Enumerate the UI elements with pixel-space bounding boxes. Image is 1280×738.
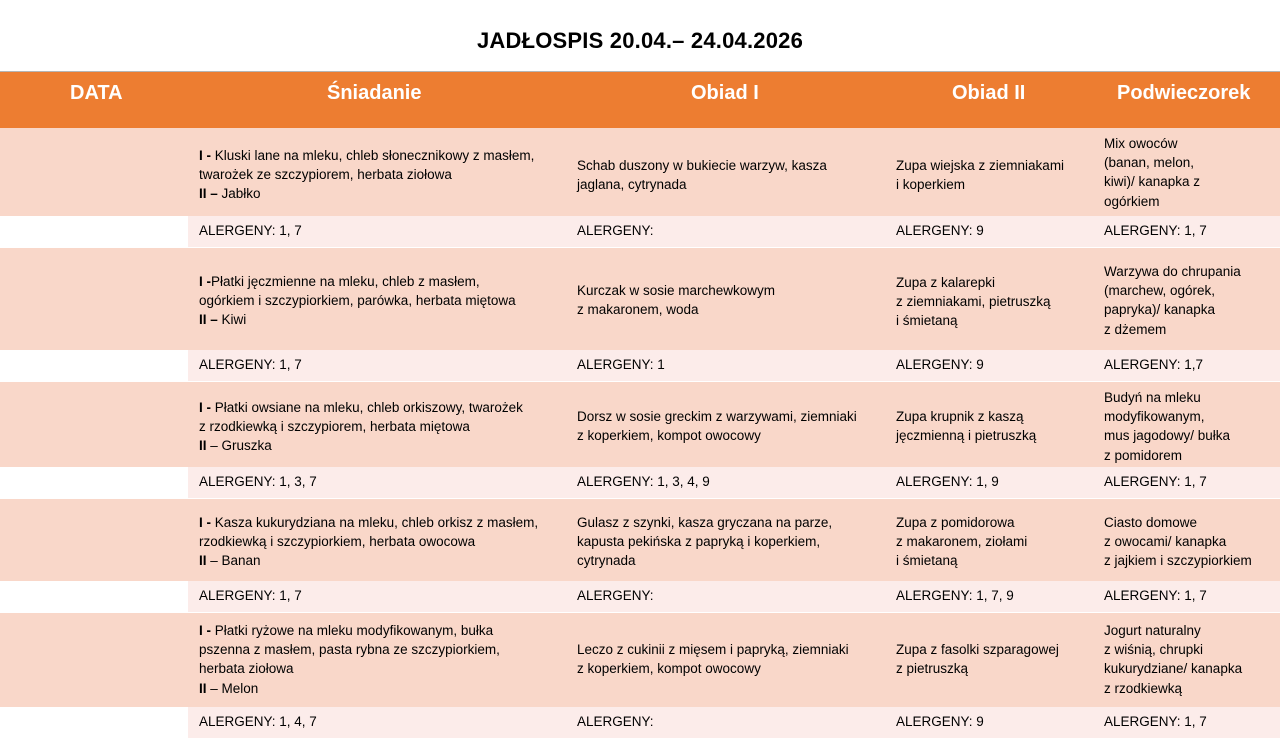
meal-line: Ciasto domowe (1104, 515, 1198, 530)
meal-line: kiwi)/ kanapka z (1104, 174, 1201, 190)
lunch-1-cell (577, 281, 775, 319)
breakfast-cell (199, 513, 538, 571)
lunch-2-cell (896, 640, 1059, 678)
breakfast-line (199, 532, 538, 551)
breakfast-text: Jabłko (221, 186, 261, 202)
breakfast-cell (199, 621, 500, 698)
meal-line: z ziemniakami, pietruszką (896, 294, 1051, 310)
meal-line: mus jagodowy/ bułka (1104, 428, 1231, 444)
breakfast-text: herbata ziołowa (199, 661, 294, 677)
breakfast-line (199, 659, 500, 678)
meal-line: Budyń na mleku (1104, 390, 1201, 405)
lunch-2-cell (896, 407, 1036, 445)
allergens-row (188, 350, 1280, 381)
snack-cell (1104, 134, 1200, 211)
allergens-cell: ALERGENY: 1, 7, 9 (896, 588, 1014, 603)
meal-row (0, 499, 1280, 581)
lunch-1-cell (577, 513, 832, 571)
allergens-cell: ALERGENY: 1, 7 (199, 357, 302, 372)
breakfast-line (199, 272, 516, 291)
allergens-cell: ALERGENY: 1, 7 (1104, 474, 1207, 489)
meal-line: i śmietaną (896, 553, 958, 569)
page-title: JADŁOSPIS 20.04.– 24.04.2026 (476, 28, 804, 53)
course-marker: II – (199, 186, 222, 202)
meal-line: Mix owoców (1104, 136, 1178, 151)
course-marker: I - (199, 623, 215, 638)
meal-line: i koperkiem (896, 177, 966, 193)
allergens-cell: ALERGENY: (577, 588, 654, 603)
header-lunch-1: Obiad I (691, 82, 759, 104)
meal-line: Dorsz w sosie greckim z warzywami, ziemniaki (577, 409, 857, 424)
lunch-1-cell (577, 156, 827, 194)
meal-row (0, 613, 1280, 707)
meal-line: Kurczak w sosie marchewkowym (577, 283, 776, 298)
breakfast-text: Płatki owsiane na mleku, chleb orkiszowy, twarożek (214, 400, 523, 415)
allergens-cell: ALERGENY: 1, 9 (896, 474, 999, 489)
lunch-2-cell (896, 513, 1027, 571)
breakfast-line (199, 621, 500, 640)
meal-line: Zupa z fasolki szparagowej (896, 642, 1059, 657)
lunch-1-cell (577, 640, 849, 678)
breakfast-text: twarożek ze szczypiorem, herbata ziołowa (199, 167, 452, 183)
course-marker: I - (199, 515, 215, 530)
breakfast-text: Kiwi (221, 312, 247, 328)
meal-line: z owocami/ kanapka (1104, 534, 1227, 550)
meal-line: Zupa z pomidorowa (896, 515, 1015, 530)
meal-line: z dżemem (1104, 321, 1167, 337)
meal-line: z rzodkiewką (1104, 680, 1183, 696)
allergens-cell: ALERGENY: 1, 3, 4, 9 (577, 474, 710, 489)
lunch-2-cell (896, 156, 1064, 194)
breakfast-line (199, 513, 538, 532)
breakfast-cell (199, 272, 516, 330)
allergens-cell: ALERGENY: 1 (577, 357, 665, 372)
allergens-cell: ALERGENY: 1, 3, 7 (199, 474, 317, 489)
breakfast-line (199, 551, 538, 570)
meal-line: z koperkiem, kompot owocowy (577, 428, 761, 444)
breakfast-text: z rzodkiewką i szczypiorem, herbata miętowa (199, 419, 470, 435)
meal-line: Zupa z kalarepki (896, 275, 996, 290)
meal-row (0, 128, 1280, 216)
snack-cell (1104, 513, 1252, 571)
breakfast-text: – Gruszka (210, 438, 272, 454)
allergens-cell: ALERGENY: 1, 4, 7 (199, 714, 317, 729)
breakfast-line (199, 640, 500, 659)
breakfast-line (199, 146, 534, 165)
meal-line: ogórkiem (1104, 193, 1160, 209)
course-marker: I - (199, 400, 215, 415)
breakfast-line (199, 417, 523, 436)
meal-line: (marchew, ogórek, (1104, 283, 1216, 299)
meal-line: Zupa krupnik z kaszą (896, 409, 1024, 424)
course-marker: II (199, 680, 211, 696)
allergens-cell: ALERGENY: 1, 7 (1104, 588, 1207, 603)
meal-line: z makaronem, ziołami (896, 534, 1028, 550)
meal-row (0, 248, 1280, 350)
header-snack: Podwieczorek (1117, 82, 1251, 104)
allergens-cell: ALERGENY: 1, 7 (1104, 223, 1207, 238)
meal-line: z koperkiem, kompot owocowy (577, 661, 761, 677)
breakfast-text: pszenna z masłem, pasta rybna ze szczypiorkiem, (199, 642, 500, 658)
allergens-cell: ALERGENY: (577, 223, 654, 238)
meal-line: z makaronem, woda (577, 302, 699, 318)
header-date: DATA (70, 82, 123, 104)
breakfast-text: – Banan (210, 553, 261, 569)
meal-line: z jajkiem i szczypiorkiem (1104, 553, 1252, 569)
meal-line: modyfikowanym, (1104, 409, 1205, 425)
breakfast-text: Płatki ryżowe na mleku modyfikowanym, bułka (214, 623, 494, 638)
table-header (0, 71, 1280, 129)
allergens-cell: ALERGENY: 1, 7 (1104, 714, 1207, 729)
meal-line: z pietruszką (896, 661, 969, 677)
course-marker: II (199, 438, 211, 454)
breakfast-line (199, 398, 523, 417)
lunch-1-cell (577, 407, 857, 445)
course-marker: I - (199, 274, 211, 289)
meal-line: papryka)/ kanapka (1104, 302, 1216, 318)
breakfast-cell (199, 398, 523, 456)
meal-line: Gulasz z szynki, kasza gryczana na parze, (577, 515, 833, 530)
breakfast-line (199, 436, 523, 455)
allergens-cell: ALERGENY: (577, 714, 654, 729)
lunch-2-cell (896, 273, 1051, 331)
meal-line: jaglana, cytrynada (577, 177, 687, 193)
course-marker: I - (199, 148, 215, 163)
breakfast-text: Płatki jęczmienne na mleku, chleb z masłem, (211, 274, 480, 289)
breakfast-text: Kluski lane na mleku, chleb słonecznikowy z masłem, (214, 148, 535, 163)
allergens-cell: ALERGENY: 9 (896, 714, 984, 729)
meal-line: cytrynada (577, 553, 636, 569)
meal-row (0, 382, 1280, 467)
breakfast-text: Kasza kukurydziana na mleku, chleb orkisz z masłem, (214, 515, 539, 530)
course-marker: II (199, 553, 211, 569)
meal-line: Zupa wiejska z ziemniakami (896, 158, 1065, 173)
meal-line: Jogurt naturalny (1104, 623, 1201, 638)
allergens-cell: ALERGENY: 1,7 (1104, 357, 1204, 372)
header-lunch-2: Obiad II (952, 82, 1026, 104)
allergens-row (188, 216, 1280, 247)
meal-line: Leczo z cukinii z mięsem i papryką, ziemniaki (577, 642, 849, 657)
meal-line: Warzywa do chrupania (1104, 264, 1241, 279)
header-breakfast: Śniadanie (327, 82, 422, 104)
breakfast-line (199, 184, 534, 203)
allergens-cell: ALERGENY: 1, 7 (199, 588, 302, 603)
breakfast-text: – Melon (210, 680, 259, 696)
allergens-row (188, 707, 1280, 738)
snack-cell (1104, 621, 1242, 698)
meal-line: z pomidorem (1104, 447, 1183, 463)
breakfast-cell (199, 146, 534, 204)
allergens-row (188, 581, 1280, 612)
allergens-cell: ALERGENY: 9 (896, 223, 984, 238)
meal-line: Schab duszony w bukiecie warzyw, kasza (577, 158, 827, 173)
allergens-cell: ALERGENY: 9 (896, 357, 984, 372)
allergens-cell: ALERGENY: 1, 7 (199, 223, 302, 238)
course-marker: II – (199, 312, 222, 328)
breakfast-line (199, 310, 516, 329)
meal-line: kapusta pekińska z papryką i koperkiem, (577, 534, 821, 550)
meal-line: z wiśnią, chrupki (1104, 642, 1204, 658)
breakfast-line (199, 165, 534, 184)
snack-cell (1104, 388, 1230, 465)
meal-line: jęczmienną i pietruszką (896, 428, 1037, 444)
meal-line: i śmietaną (896, 313, 958, 329)
breakfast-line (199, 679, 500, 698)
snack-cell (1104, 262, 1241, 339)
meal-line: (banan, melon, (1104, 155, 1195, 171)
breakfast-text: rzodkiewką i szczypiorkiem, herbata owocowa (199, 534, 476, 550)
allergens-row (188, 467, 1280, 498)
meal-line: kukurydziane/ kanapka (1104, 661, 1243, 677)
breakfast-line (199, 291, 516, 310)
breakfast-text: ogórkiem i szczypiorkiem, parówka, herbata miętowa (199, 293, 516, 309)
